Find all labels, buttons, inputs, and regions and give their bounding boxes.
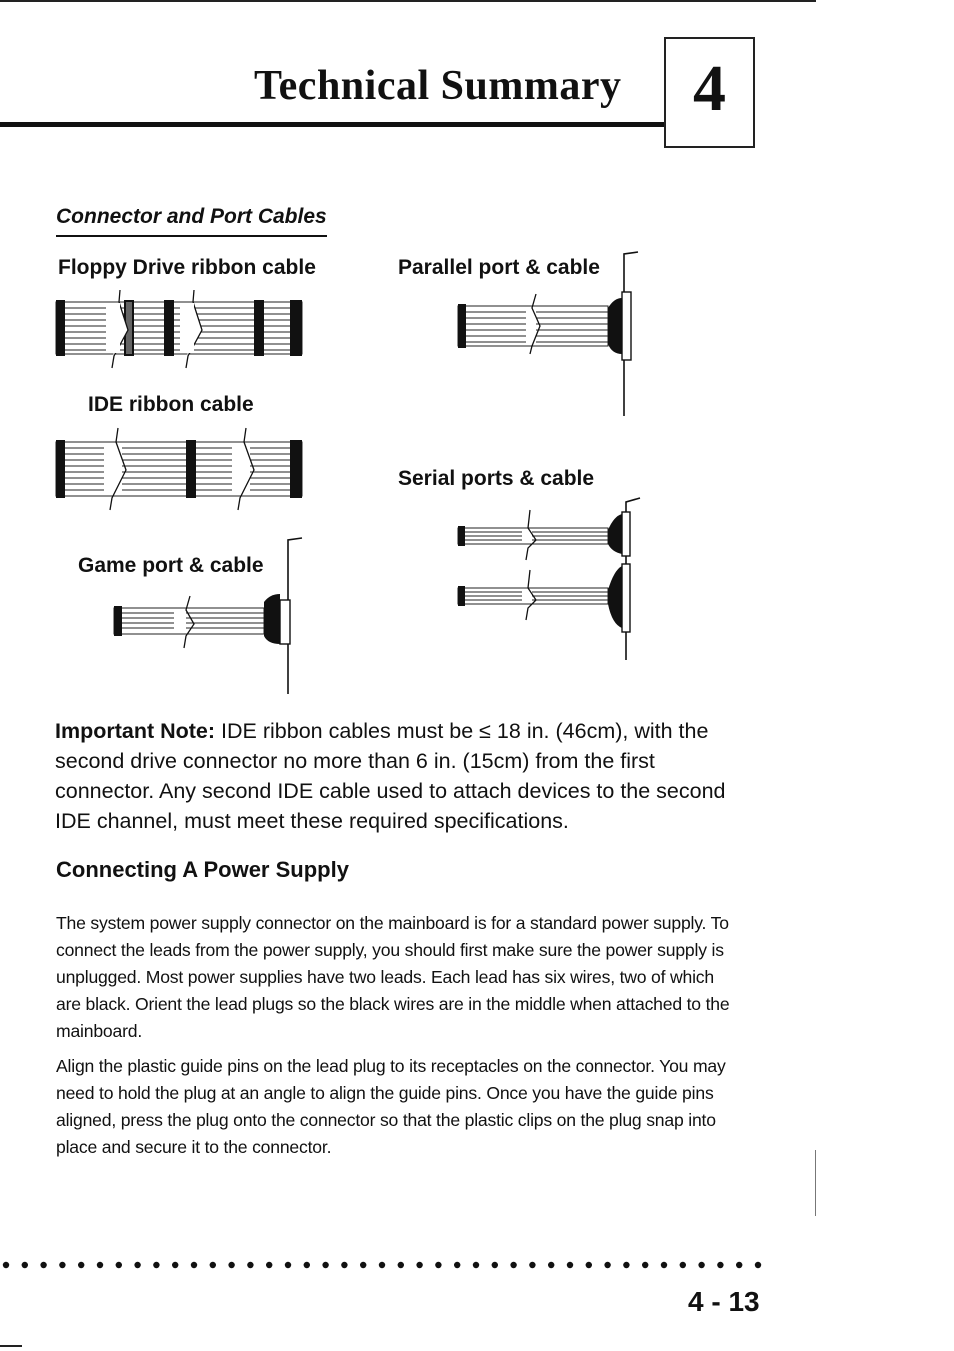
- page-title: Technical Summary: [254, 63, 622, 109]
- footer-dot: [78, 1262, 84, 1268]
- margin-mark: [815, 1150, 816, 1216]
- footer-dot: [623, 1262, 629, 1268]
- footer-dot: [153, 1262, 159, 1268]
- power-supply-heading: Connecting A Power Supply: [56, 857, 349, 882]
- chapter-number: 4: [693, 52, 726, 125]
- footer-dot: [134, 1262, 140, 1268]
- footer-dot: [285, 1262, 291, 1268]
- footer-dot: [341, 1262, 347, 1268]
- game-port-illustration: [112, 532, 312, 698]
- parallel-port-label: Parallel port & cable: [398, 256, 600, 279]
- footer-dot: [548, 1262, 554, 1268]
- footer-dot: [191, 1262, 197, 1268]
- footer-dot: [661, 1262, 667, 1268]
- footer-dot: [680, 1262, 686, 1268]
- floppy-cable-label: Floppy Drive ribbon cable: [58, 256, 316, 279]
- footer-dot: [642, 1262, 648, 1268]
- footer-dot: [586, 1262, 592, 1268]
- footer-dot: [567, 1262, 573, 1268]
- footer-dot: [116, 1262, 122, 1268]
- footer-dot: [247, 1262, 253, 1268]
- title-underline: [0, 122, 666, 127]
- footer-dot: [698, 1262, 704, 1268]
- game-port-label: Game port & cable: [78, 554, 264, 577]
- footer-dot: [3, 1262, 9, 1268]
- serial-ports-illustration: [456, 494, 646, 664]
- footer-dot: [492, 1262, 498, 1268]
- footer-dot: [59, 1262, 65, 1268]
- footer-dot: [360, 1262, 366, 1268]
- footer-dot: [304, 1262, 310, 1268]
- parallel-port-illustration: [456, 250, 646, 420]
- footer-dot: [97, 1262, 103, 1268]
- footer-dot: [604, 1262, 610, 1268]
- footer-dot: [398, 1262, 404, 1268]
- footer-dot: [510, 1262, 516, 1268]
- footer-dot: [266, 1262, 272, 1268]
- footer-dot: [529, 1262, 535, 1268]
- section-heading: Connector and Port Cables: [56, 205, 327, 237]
- footer-dot: [435, 1262, 441, 1268]
- footer-dot: [755, 1262, 761, 1268]
- footer-dot: [454, 1262, 460, 1268]
- footer-dot: [736, 1262, 742, 1268]
- note-label: Important Note:: [55, 719, 216, 743]
- footer-dot: [172, 1262, 178, 1268]
- chapter-tab: [664, 37, 755, 148]
- power-paragraph-1: The system power supply connector on the mainboard is for a standard power supply. To connect the leads from the power supply, you should first make sure the power supply is unplugged. Most power supplies have two leads. Each lead has six wires, two of which are black. Orient the lead plugs so the black wires are in the middle when attached to the mainboard.: [56, 913, 730, 1041]
- footer-dot: [40, 1262, 46, 1268]
- page-number: 4 - 13: [688, 1286, 760, 1317]
- footer-dot: [473, 1262, 479, 1268]
- important-note: [55, 716, 745, 836]
- ide-cable-label: IDE ribbon cable: [88, 393, 254, 416]
- footer-dot-rule: [0, 1258, 770, 1272]
- ide-cable-illustration: [56, 428, 306, 510]
- floppy-cable-illustration: [56, 290, 306, 370]
- power-paragraph-2: Align the plastic guide pins on the lead plug to its receptacles on the connector. You may need to hold the plug at an angle to align the guide pins. Once you have the guide pins aligned, press the plug onto the connector so that the plastic clips on the plug snap into place and secure it to the connector.: [56, 1056, 726, 1157]
- footer-dot: [416, 1262, 422, 1268]
- footer-dot: [228, 1262, 234, 1268]
- footer-dot: [322, 1262, 328, 1268]
- footer-dot: [717, 1262, 723, 1268]
- serial-ports-label: Serial ports & cable: [398, 467, 595, 490]
- footer-dot: [210, 1262, 216, 1268]
- footer-dot: [379, 1262, 385, 1268]
- note-text: IDE ribbon cables must be ≤ 18 in. (46cm), with the second drive connector no more than 6 in. (15cm) from the first connector. Any second IDE cable used to attach devices to the second IDE channel, must meet these required specifications.: [55, 719, 726, 833]
- footer-dot: [22, 1262, 28, 1268]
- top-rule: [0, 0, 816, 2]
- corner-mark: [0, 1345, 22, 1347]
